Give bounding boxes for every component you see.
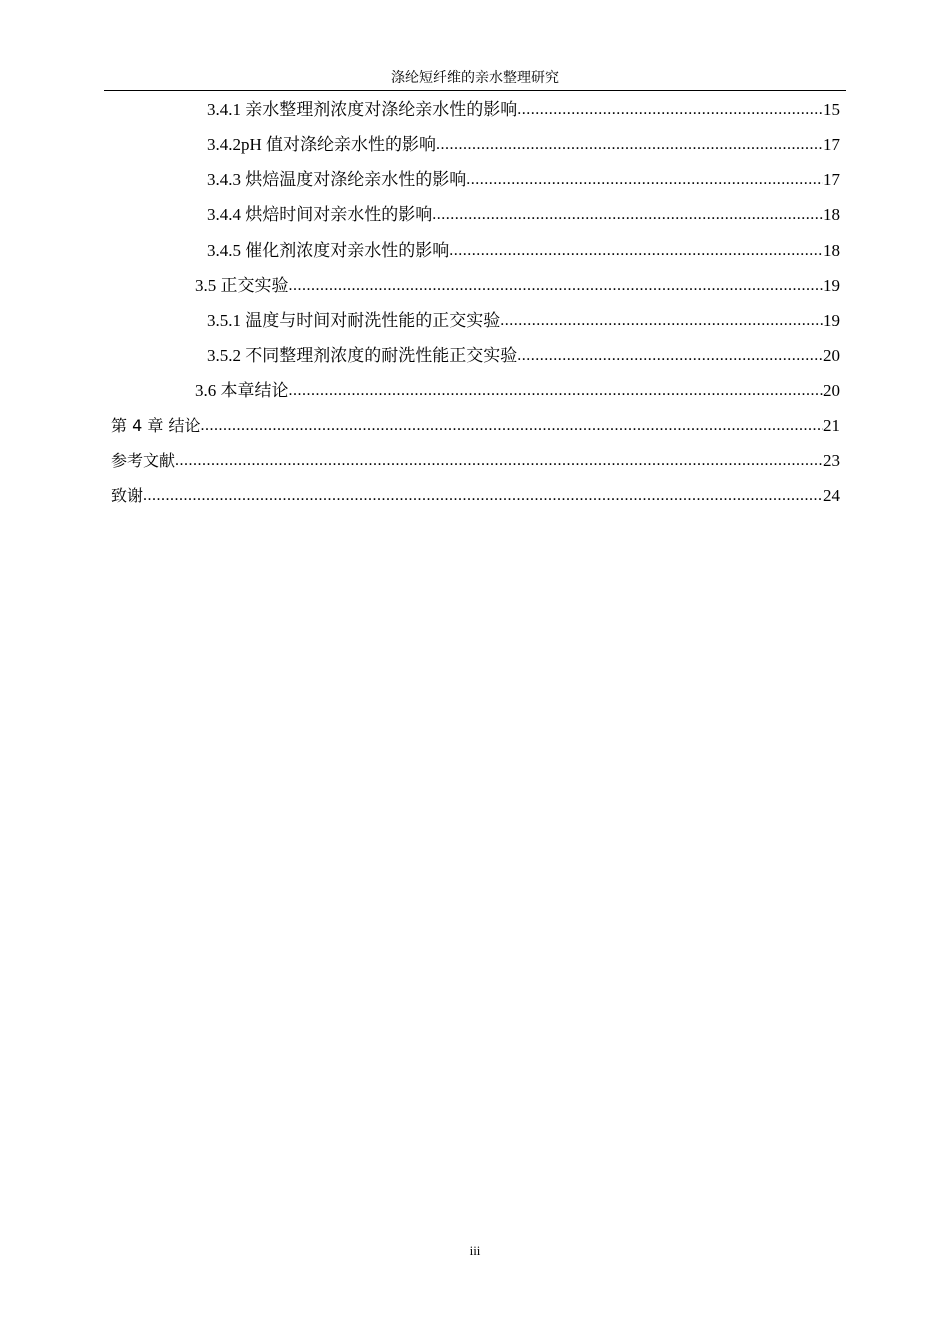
toc-entry-page: 19 bbox=[823, 311, 840, 330]
toc-leader-dots bbox=[143, 485, 823, 507]
header-rule bbox=[104, 90, 846, 91]
toc-entry[interactable] bbox=[111, 483, 840, 507]
toc-entry-page: 19 bbox=[823, 276, 840, 295]
toc-leader-dots bbox=[289, 380, 824, 402]
toc-entry[interactable] bbox=[111, 448, 840, 472]
toc-entry-page: 15 bbox=[823, 100, 840, 119]
toc-entry[interactable] bbox=[195, 378, 840, 402]
toc-leader-dots bbox=[517, 345, 823, 367]
toc-entry-title: 参考文献 bbox=[111, 451, 176, 470]
toc-entry-page: 24 bbox=[823, 486, 840, 505]
toc-entry[interactable] bbox=[207, 97, 840, 121]
toc-leader-dots bbox=[289, 275, 824, 297]
toc-entry-page: 20 bbox=[823, 381, 840, 400]
toc-entry[interactable] bbox=[195, 273, 840, 297]
toc-leader-dots bbox=[466, 169, 823, 191]
toc-entry-title: 致谢 bbox=[111, 486, 144, 505]
toc-entry-title: 3.4.5 催化剂浓度对亲水性的影响 bbox=[207, 241, 450, 260]
toc-entry-page: 18 bbox=[823, 205, 840, 224]
toc-entry-page: 18 bbox=[823, 241, 840, 260]
toc-entry-title: 3.5 正交实验 bbox=[195, 276, 289, 295]
toc-entry-page: 17 bbox=[823, 170, 840, 189]
toc-leader-dots bbox=[517, 99, 823, 121]
toc-entry-page: 21 bbox=[823, 416, 840, 435]
toc-leader-dots bbox=[200, 415, 823, 437]
running-header: 涤纶短纤维的亲水整理研究 bbox=[391, 71, 559, 86]
page-number: iii bbox=[469, 1243, 481, 1258]
toc-entry[interactable] bbox=[111, 413, 840, 437]
toc-entry-title: 第 4 章 结论 bbox=[111, 416, 201, 435]
toc-entry-title: 3.4.3 烘焙温度对涤纶亲水性的影响 bbox=[207, 170, 467, 189]
toc-leader-dots bbox=[175, 450, 823, 472]
toc-entry-title: 3.6 本章结论 bbox=[195, 381, 289, 400]
toc-entry[interactable] bbox=[207, 202, 840, 226]
toc-entry-page: 17 bbox=[823, 135, 840, 154]
toc-entry-title: 3.5.1 温度与时间对耐洗性能的正交实验 bbox=[207, 311, 501, 330]
toc-leader-dots bbox=[436, 134, 823, 156]
toc-entry-page: 23 bbox=[823, 451, 840, 470]
toc-leader-dots bbox=[432, 204, 823, 226]
toc-entry-title: 3.4.4 烘焙时间对亲水性的影响 bbox=[207, 205, 433, 224]
toc-leader-dots bbox=[500, 310, 823, 332]
toc-entry-title: 3.4.1 亲水整理剂浓度对涤纶亲水性的影响 bbox=[207, 100, 518, 119]
toc-entry[interactable] bbox=[207, 308, 840, 332]
toc-entry[interactable] bbox=[207, 132, 840, 156]
toc-entry[interactable] bbox=[207, 238, 840, 262]
toc-entry-page: 20 bbox=[823, 346, 840, 365]
toc-entry-title: 3.5.2 不同整理剂浓度的耐洗性能正交实验 bbox=[207, 346, 518, 365]
toc-entry[interactable] bbox=[207, 167, 840, 191]
toc-leader-dots bbox=[449, 240, 823, 262]
toc-entry-title: 3.4.2pH 值对涤纶亲水性的影响 bbox=[207, 135, 437, 154]
toc-entry[interactable] bbox=[207, 343, 840, 367]
